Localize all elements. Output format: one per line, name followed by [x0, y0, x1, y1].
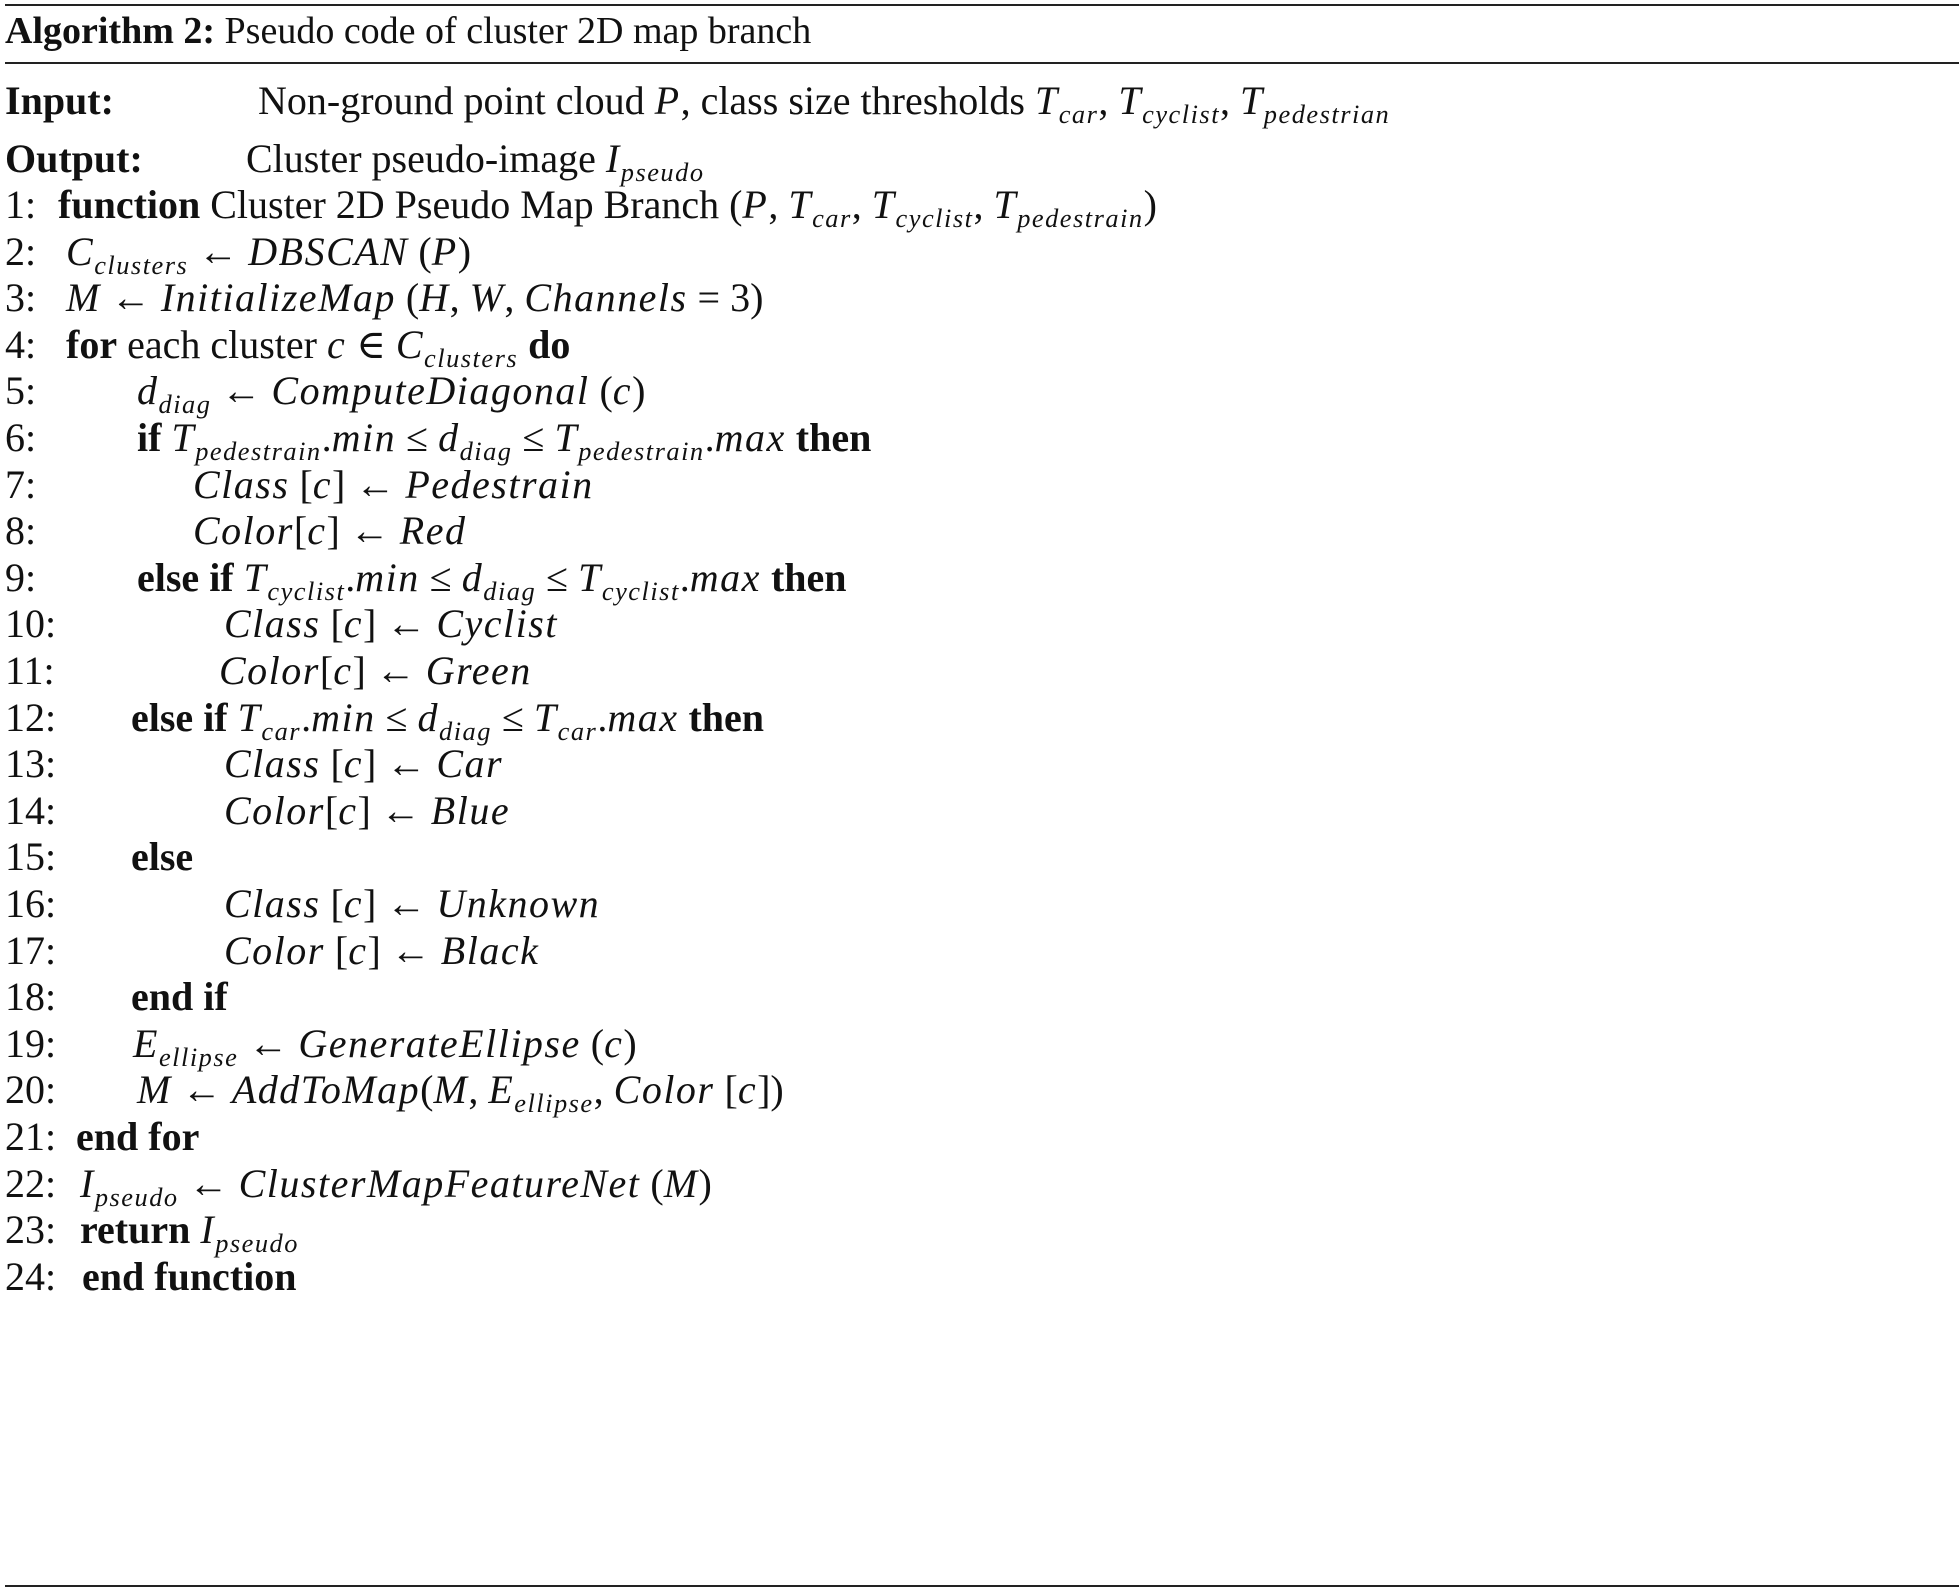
line-number: 14: — [5, 787, 57, 833]
algorithm-caption — [5, 6, 811, 56]
line-number: 5: — [5, 368, 37, 414]
line-number: 9: — [5, 554, 37, 600]
line-number: 1: — [5, 182, 37, 227]
line-code: $E_{ellipse}$ ← GenerateEllipse (c) — [133, 1020, 637, 1073]
line-number: 16: — [5, 881, 57, 926]
line-code: Class [c] ← Cyclist — [224, 601, 558, 647]
output-label: Output: — [5, 136, 143, 181]
line-number: 17: — [5, 927, 57, 973]
line-code: Color[c] ← Red — [193, 508, 467, 554]
line-number: 22: — [5, 1160, 57, 1206]
line-code: Class [c] ← Pedestrain — [193, 461, 594, 507]
line-code: $d_{diag}$ ← ComputeDiagonal (c) — [137, 368, 646, 420]
line-number: 4: — [5, 321, 37, 367]
line-code: end if — [131, 974, 228, 1020]
line-number: 7: — [5, 461, 37, 507]
line-code: for each cluster c ∈ $C_{clusters}$ do — [66, 321, 571, 374]
line-number: 8: — [5, 508, 37, 554]
bottom-rule — [5, 1585, 1959, 1587]
output-text: Cluster pseudo-image $I_{pseudo}$ — [246, 136, 705, 188]
line-code: Class [c] ← Unknown — [224, 881, 601, 926]
line-number: 18: — [5, 974, 57, 1020]
line-code: end function — [82, 1253, 297, 1299]
line-code: return $I_{pseudo}$ — [80, 1207, 299, 1259]
line-code: else if $T_{car}.\min \le d_{diag} \le T_{car}.\max$ then — [131, 694, 765, 746]
line-code: function Cluster 2D Pseudo Map Branch (P, $T_{car}$, $T_{cyclist}$, $T_{pedestrain}$) — [58, 182, 1157, 234]
algorithm-title: Pseudo code of cluster 2D map branch — [224, 10, 812, 52]
line-code: Color[c] ← Green — [219, 648, 532, 693]
line-code: else — [131, 834, 194, 880]
input-text: Non-ground point cloud P, class size thresholds $T_{car}$, $T_{cyclist}$, $T_{pedestrian}$ — [258, 78, 1391, 130]
line-number: 11: — [5, 648, 55, 693]
line-number: 6: — [5, 415, 37, 460]
line-code: Color [c] ← Black — [224, 927, 540, 973]
line-code: M ← AddToMap(M, $E_{ellipse}$, Color [c]) — [137, 1067, 784, 1119]
input-label: Input: — [5, 78, 114, 123]
line-number: 10: — [5, 601, 57, 647]
line-number: 15: — [5, 834, 57, 880]
line-number: 21: — [5, 1114, 57, 1159]
caption-rule — [5, 62, 1959, 64]
algorithm-label: Algorithm 2: — [5, 10, 216, 52]
line-number: 12: — [5, 694, 57, 740]
line-number: 19: — [5, 1020, 57, 1066]
line-code: $I_{pseudo}$ ← ClusterMapFeatureNet (M) — [80, 1160, 712, 1212]
line-number: 23: — [5, 1207, 57, 1253]
line-code: M ← InitializeMap (H, W, Channels = 3) — [66, 275, 764, 321]
line-number: 3: — [5, 275, 37, 321]
line-code: else if $T_{cyclist}.\min \le d_{diag} \le T_{cyclist}.\max$ then — [137, 554, 847, 607]
line-number: 20: — [5, 1067, 57, 1113]
line-code: Class [c] ← Car — [224, 741, 504, 787]
line-number: 2: — [5, 228, 37, 274]
line-code: Color[c] ← Blue — [224, 787, 511, 833]
line-code: $C_{clusters}$ ← DBSCAN (P) — [66, 228, 472, 280]
line-number: 24: — [5, 1253, 57, 1299]
line-code: if $T_{pedestrain}.\min \le d_{diag} \le T_{pedestrain}.\max$ then — [137, 415, 872, 467]
line-code: end for — [76, 1114, 200, 1159]
line-number: 13: — [5, 741, 57, 787]
